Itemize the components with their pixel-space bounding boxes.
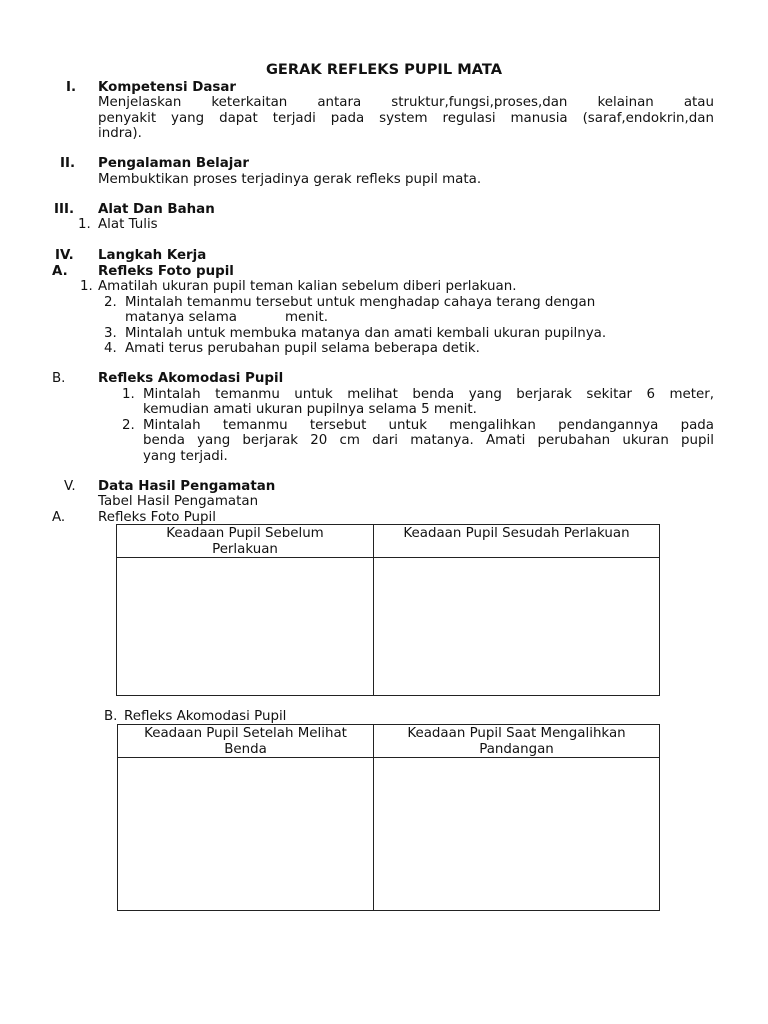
table-letter: B. xyxy=(104,709,118,724)
table-header-cell xyxy=(118,725,374,758)
header-line: Keadaan Pupil Sebelum xyxy=(166,526,324,541)
observation-table-akomodasi xyxy=(117,724,660,911)
table-cell[interactable] xyxy=(374,558,660,696)
subsection-letter: B. xyxy=(52,371,66,386)
table-header-cell xyxy=(374,725,660,758)
section-number: II. xyxy=(60,156,76,171)
table-caption-akomodasi: Refleks Akomodasi Pupil xyxy=(124,709,287,724)
subsection-heading-akomodasi: Refleks Akomodasi Pupil xyxy=(98,371,284,386)
list-item-continuation: menit. xyxy=(285,310,328,325)
section-number: V. xyxy=(64,479,76,494)
list-item: Amatilah ukuran pupil teman kalian sebelum diberi perlakuan. xyxy=(98,279,517,294)
table-header-row xyxy=(118,725,660,758)
pengalaman-text: Membuktikan proses terjadinya gerak refleks pupil mata. xyxy=(98,172,482,187)
page-title: GERAK REFLEKS PUPIL MATA xyxy=(265,61,503,78)
list-number: 2. xyxy=(104,295,117,310)
kompetensi-line-1: Menjelaskan keterkaitan antara struktur,fungsi,proses,dan kelainan atau xyxy=(98,95,714,110)
list-number: 4. xyxy=(104,341,117,356)
list-item-continuation: benda yang berjarak 20 cm dari matanya. Amati perubahan ukuran pupil xyxy=(143,433,714,448)
header-line: Keadaan Pupil Setelah Melihat xyxy=(144,726,347,741)
header-line: Benda xyxy=(224,741,267,757)
list-item: Alat Tulis xyxy=(98,217,158,232)
subsection-letter: A. xyxy=(52,264,68,279)
table-header-cell xyxy=(374,525,660,558)
header-line: Pandangan xyxy=(479,741,554,757)
table-row xyxy=(118,758,660,911)
header-line: Perlakuan xyxy=(212,541,278,557)
list-item-continuation: matanya selama xyxy=(125,310,237,325)
list-item: Mintalah untuk membuka matanya dan amati kembali ukuran pupilnya. xyxy=(125,326,607,341)
list-number: 3. xyxy=(104,326,117,341)
section-number: IV. xyxy=(55,248,74,263)
list-item: Mintalah temanmu untuk melihat benda yang berjarak sekitar 6 meter, xyxy=(143,387,714,402)
section-heading-langkah: Langkah Kerja xyxy=(98,248,207,263)
list-number: 1. xyxy=(80,279,93,294)
table-header-cell xyxy=(117,525,374,558)
section-heading-pengalaman: Pengalaman Belajar xyxy=(98,156,250,171)
observation-table-foto xyxy=(116,524,660,696)
table-subtitle: Tabel Hasil Pengamatan xyxy=(98,494,259,509)
kompetensi-line-2: penyakit yang dapat terjadi pada system regulasi manusia (saraf,endokrin,dan xyxy=(98,111,714,126)
table-row xyxy=(117,558,660,696)
section-heading-alat: Alat Dan Bahan xyxy=(98,202,215,217)
subsection-heading-foto: Refleks Foto pupil xyxy=(98,264,234,279)
header-line: Keadaan Pupil Saat Mengalihkan xyxy=(407,726,626,741)
kompetensi-line-3: indra). xyxy=(98,126,142,141)
list-item-continuation: yang terjadi. xyxy=(143,449,228,464)
table-letter: A. xyxy=(52,510,66,525)
list-number: 2. xyxy=(122,418,135,433)
header-line: Keadaan Pupil Sesudah Perlakuan xyxy=(403,526,630,541)
list-item: Mintalah temanmu tersebut untuk menghadap cahaya terang dengan xyxy=(125,295,596,310)
table-cell[interactable] xyxy=(118,758,374,911)
section-number: I. xyxy=(66,80,77,95)
list-item: Amati terus perubahan pupil selama beberapa detik. xyxy=(125,341,480,356)
list-number: 1. xyxy=(122,387,135,402)
table-header-row xyxy=(117,525,660,558)
list-number: 1. xyxy=(78,217,91,232)
table-cell[interactable] xyxy=(117,558,374,696)
list-item-continuation: kemudian amati ukuran pupilnya selama 5 menit. xyxy=(143,402,477,417)
section-number: III. xyxy=(54,202,75,217)
section-heading-kompetensi: Kompetensi Dasar xyxy=(98,80,236,95)
list-item: Mintalah temanmu tersebut untuk mengalihkan pendangannya pada xyxy=(143,418,714,433)
section-heading-data: Data Hasil Pengamatan xyxy=(98,479,276,494)
table-caption-foto: Refleks Foto Pupil xyxy=(98,510,216,525)
table-cell[interactable] xyxy=(374,758,660,911)
